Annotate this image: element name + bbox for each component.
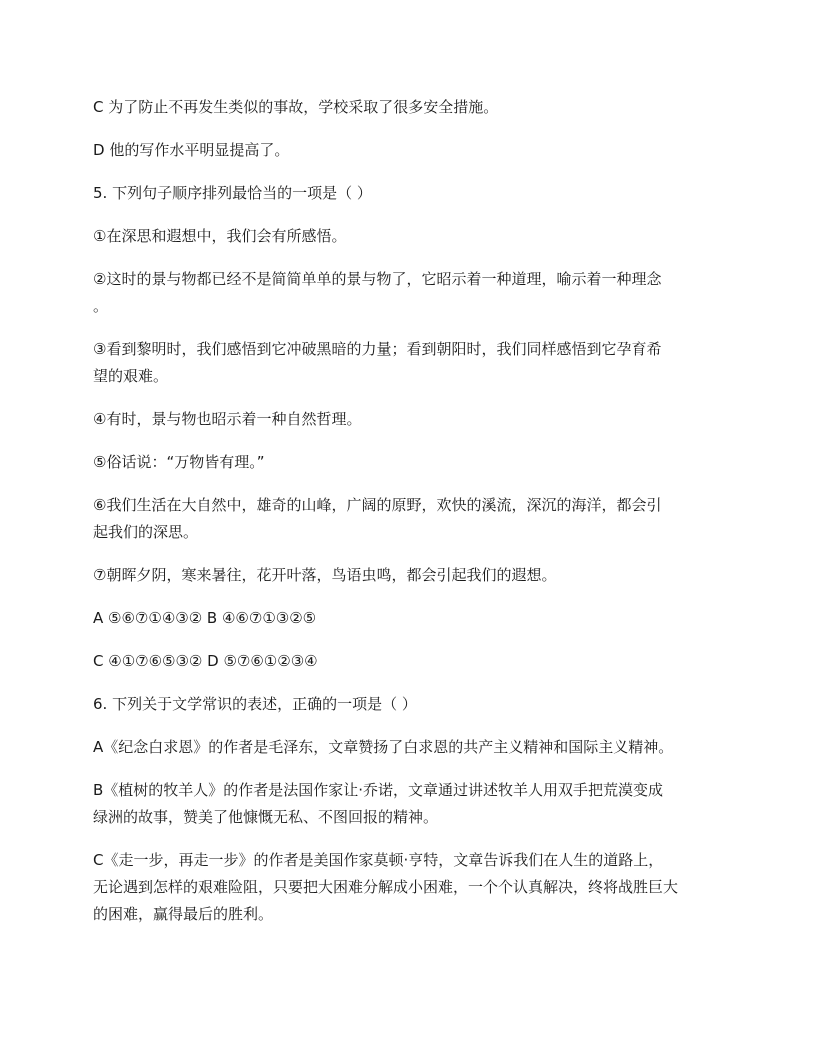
text-line: ⑦朝晖夕阴，寒来暑往，花开叶落，鸟语虫鸣，都会引起我们的遐想。	[93, 566, 557, 584]
text-line: 的困难，赢得最后的胜利。	[93, 905, 274, 923]
sentence-1	[93, 223, 733, 250]
text-line: ④有时，景与物也昭示着一种自然哲理。	[93, 410, 362, 428]
text-line: 5. 下列句子顺序排列最恰当的一项是（ ）	[93, 184, 372, 202]
text-line: 望的艰难。	[93, 367, 169, 385]
text-line: A《纪念白求恩》的作者是毛泽东，文章赞扬了白求恩的共产主义精神和国际主义精神。	[93, 738, 674, 756]
text-line: ⑤俗话说：“万物皆有理。”	[93, 453, 265, 471]
text-line: C ④①⑦⑥⑤③② D ⑤⑦⑥①②③④	[93, 652, 318, 670]
text-line: C 为了防止不再发生类似的事故，学校采取了很多安全措施。	[93, 98, 499, 116]
question-6-option-a	[93, 734, 733, 761]
sentence-3	[93, 336, 733, 390]
text-line: 无论遇到怎样的艰难险阻，只要把大困难分解成小困难，一个个认真解决，终将战胜巨大	[93, 878, 679, 896]
text-line: 起我们的深思。	[93, 523, 199, 541]
option-d-sentence	[93, 137, 733, 164]
text-line: 绿洲的故事，赞美了他慷慨无私、不图回报的精神。	[93, 808, 439, 826]
text-line: D 他的写作水平明显提高了。	[93, 141, 290, 159]
text-line: ③看到黎明时，我们感悟到它冲破黑暗的力量；看到朝阳时，我们同样感悟到它孕育希	[93, 340, 662, 358]
text-line: A ⑤⑥⑦①④③② B ④⑥⑦①③②⑤	[93, 609, 317, 627]
option-c-sentence	[93, 94, 733, 121]
text-line: 6. 下列关于文学常识的表述，正确的一项是（ ）	[93, 695, 417, 713]
question-6-option-b	[93, 777, 733, 831]
sentence-5	[93, 449, 733, 476]
text-line: ⑥我们生活在大自然中，雄奇的山峰，广阔的原野，欢快的溪流，深沉的海洋，都会引	[93, 496, 662, 514]
sentence-4	[93, 406, 733, 433]
sentence-7	[93, 562, 733, 589]
text-line: 。	[93, 297, 109, 315]
text-line: C《走一步，再走一步》的作者是美国作家莫顿·亨特，文章告诉我们在人生的道路上，	[93, 851, 664, 869]
text-line: B《植树的牧羊人》的作者是法国作家让·乔诺，文章通过讲述牧羊人用双手把荒漠变成	[93, 781, 664, 799]
document-page	[93, 94, 733, 944]
text-line: ①在深思和遐想中，我们会有所感悟。	[93, 227, 347, 245]
sentence-6	[93, 492, 733, 546]
options-c-d	[93, 648, 733, 675]
sentence-2	[93, 266, 733, 320]
text-line: ②这时的景与物都已经不是简简单单的景与物了，它昭示着一种道理，喻示着一种理念	[93, 270, 662, 288]
question-6-stem	[93, 691, 733, 718]
question-5-stem	[93, 180, 733, 207]
question-6-option-c	[93, 847, 733, 928]
options-a-b	[93, 605, 733, 632]
